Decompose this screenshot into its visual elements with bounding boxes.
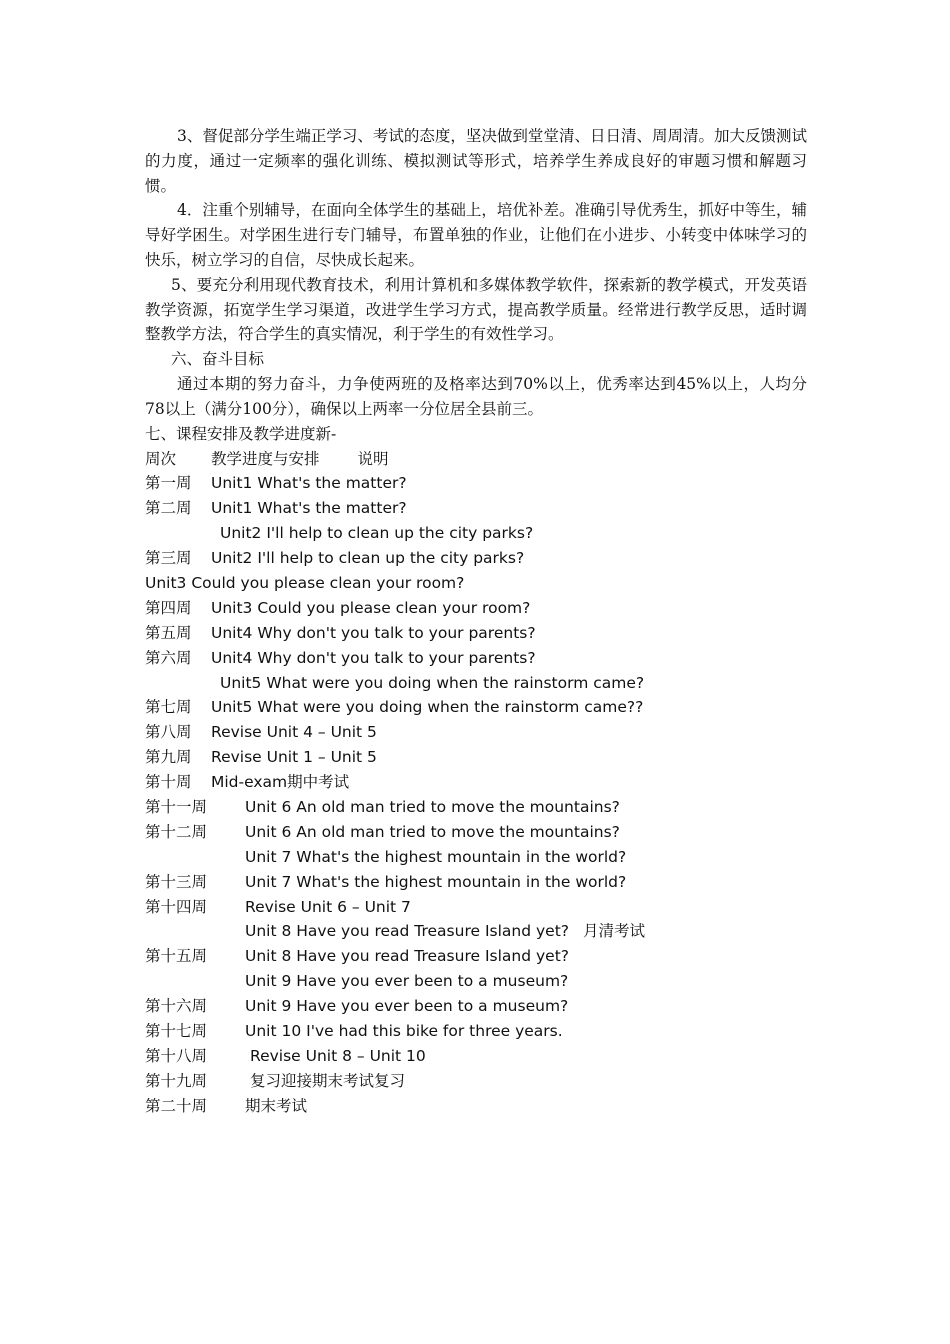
paragraph-5: 5、要充分利用现代教育技术，利用计算机和多媒体教学软件，探索新的教学模式，开发英语教学资源，拓宽学生学习渠道，改进学生学习方式，提高教学质量。经常进行教学反思，适时调整教学方法，符合学生的真实情况，利于学生的有效性学习。 [145,275,807,344]
week-label: 第四周 [145,598,192,617]
section-7-heading: 七、课程安排及教学进度新- [145,424,337,443]
week-content-cn: 期中考试 [287,773,350,792]
week-content: Unit2 I'll help to clean up the city parks? [220,524,534,543]
week-label: 第十五周 [145,947,208,966]
week-label: 第十七周 [145,1022,208,1041]
week-content: Unit 9 Have you ever been to a museum? [245,972,569,991]
week-label: 第二十周 [145,1096,208,1115]
table-row [145,1069,807,1094]
week-label: 第五周 [145,623,192,642]
week-content: Unit 7 What's the highest mountain in the world? [245,847,627,866]
week-content: Unit4 Why don't you talk to your parents? [211,623,536,642]
week-content: Revise Unit 4 – Unit 5 [211,723,377,742]
week-label: 第十八周 [145,1046,208,1065]
schedule-header [145,447,807,472]
table-row [145,969,807,994]
section-6-heading: 六、奋斗目标 [171,350,265,369]
table-row [145,1044,807,1069]
week-content: 期末考试 [245,1096,308,1115]
week-label: 第七周 [145,698,192,717]
week-content: Unit3 Could you please clean your room? [211,598,531,617]
week-label: 第九周 [145,748,192,767]
table-row [145,596,807,621]
header-week: 周次 [145,449,177,468]
week-content: Revise Unit 6 – Unit 7 [245,897,411,916]
week-label: 第十六周 [145,997,208,1016]
paragraph-3: 3、督促部分学生端正学习、考试的态度，坚决做到堂堂清、日日清、周周清。加大反馈测试的力度，通过一定频率的强化训练、模拟测试等形式，培养学生养成良好的审题习惯和解题习惯。 [145,127,807,195]
week-content: Unit5 What were you doing when the rainstorm came?? [211,698,644,717]
header-plan: 教学进度与安排 [211,449,320,468]
table-row [145,521,807,546]
week-label: 第二周 [145,499,192,518]
paragraph-4: 4．注重个别辅导，在面向全体学生的基础上，培优补差。准确引导优秀生，抓好中等生，辅导好学困生。对学困生进行专门辅导，布置单独的作业，让他们在小进步、小转变中体味学习的快乐，树立学习的自信，尽快成长起来。 [145,201,807,269]
header-note: 说明 [357,449,389,468]
week-content: Unit2 I'll help to clean up the city parks? [211,549,525,568]
week-content: Unit 6 An old man tried to move the mountains? [245,822,620,841]
table-row [145,496,807,521]
table-row [145,770,807,795]
week-label: 第十四周 [145,897,208,916]
table-row [145,720,807,745]
table-row [145,671,807,696]
week-content: Unit4 Why don't you talk to your parents? [211,648,536,667]
table-row [145,845,807,870]
week-content: Unit 10 I've had this bike for three years. [245,1022,563,1041]
week-label: 第十三周 [145,872,208,891]
table-row [145,646,807,671]
week-label: 第十二周 [145,822,208,841]
week-content: Revise Unit 8 – Unit 10 [250,1046,426,1065]
week-content: 复习迎接期末考试复习 [250,1071,406,1090]
week-label: 第十一周 [145,798,208,817]
week-label: 第三周 [145,549,192,568]
week-content: Unit 8 Have you read Treasure Island yet? [245,947,570,966]
table-row [145,1094,807,1119]
document-page [145,124,807,1119]
table-row [145,870,807,895]
week-content: Unit 7 What's the highest mountain in the world? [245,872,627,891]
week-label: 第一周 [145,474,192,493]
week-content: Unit3 Could you please clean your room? [145,574,465,592]
table-row [145,745,807,770]
table-row [145,546,807,571]
table-row [145,795,807,820]
week-label: 第六周 [145,648,192,667]
week-content: Unit1 What's the matter? [211,499,407,518]
week-content: Unit 8 Have you read Treasure Island yet? [245,922,570,941]
week-content: Unit1 What's the matter? [211,474,407,493]
week-note: 月清考试 [583,922,646,941]
table-row [145,994,807,1019]
week-label: 第十九周 [145,1071,208,1090]
section-6-text: 通过本期的努力奋斗，力争使两班的及格率达到70%以上，优秀率达到45%以上，人均分78以上（满分100分），确保以上两率一分位居全县前三。 [145,375,807,418]
table-row [145,895,807,920]
table-row [145,1019,807,1044]
week-label: 第十周 [145,773,192,792]
week-content: Mid-exam [211,773,288,792]
table-row [145,621,807,646]
week-label: 第八周 [145,723,192,742]
week-content: Unit 6 An old man tried to move the mountains? [245,798,620,817]
table-row [145,944,807,969]
week-content: Unit5 What were you doing when the rainstorm came? [220,673,645,692]
table-row [145,919,807,944]
table-row [145,471,807,496]
table-row [145,695,807,720]
week-content: Revise Unit 1 – Unit 5 [211,748,377,767]
table-row [145,820,807,845]
week-content: Unit 9 Have you ever been to a museum? [245,997,569,1016]
table-row [145,571,807,596]
